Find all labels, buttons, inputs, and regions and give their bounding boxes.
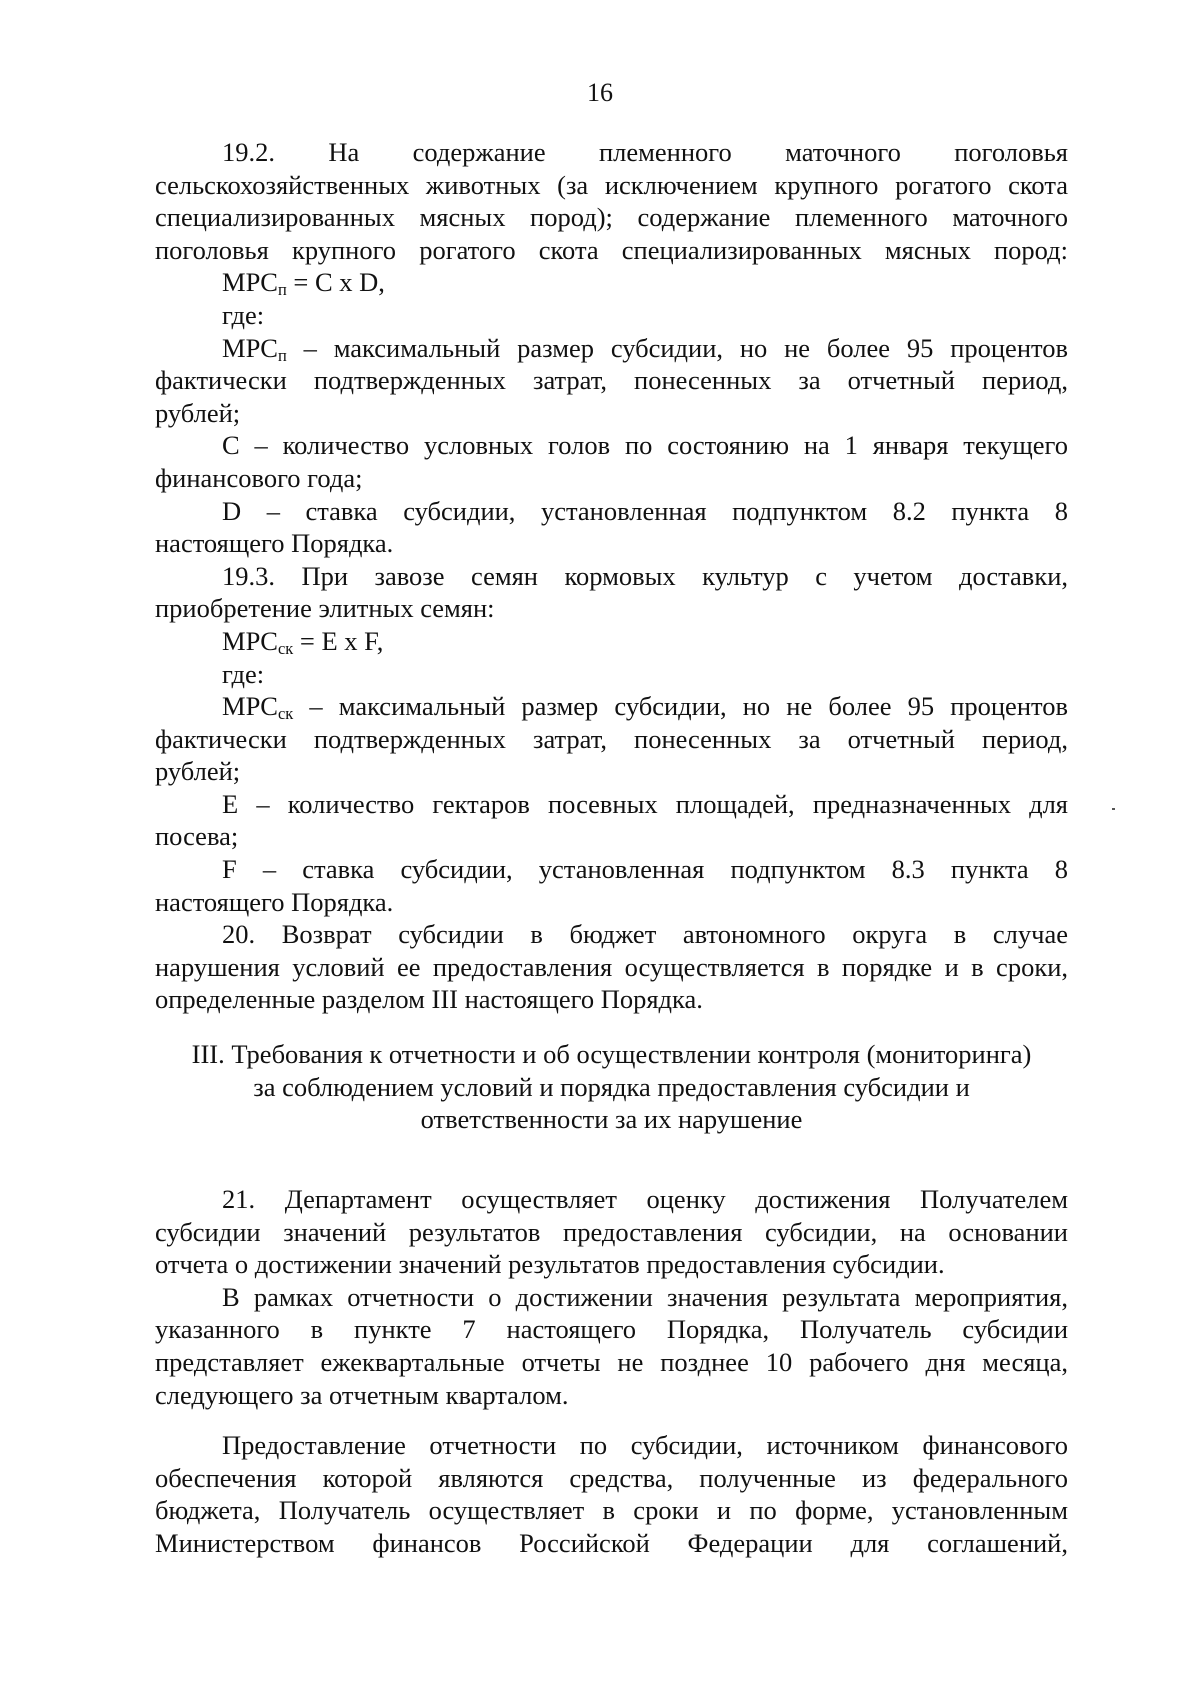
formula-symbol: MPC [222, 332, 278, 363]
text-line: следующего за отчетным кварталом. [155, 1379, 569, 1410]
text-line: поголовья крупного рогатого скота специализированных мясных пород: [155, 234, 1068, 265]
text-line: посева; [155, 821, 239, 852]
definition-line [155, 690, 1068, 723]
text-line: E – количество гектаров посевных площадей, предназначенных для [222, 788, 1068, 819]
formula-line [155, 266, 1068, 299]
text-line: обеспечения которой являются средства, полученные из федерального [155, 1462, 1068, 1493]
formula-subscript: ск [277, 704, 294, 724]
formula-subscript: п [277, 280, 287, 300]
formula-rest: = E x F, [293, 625, 384, 656]
formula-symbol: MPC [222, 625, 278, 656]
text-line: сельскохозяйственных животных (за исключением крупного рогатого скота [155, 169, 1068, 200]
heading-line: за соблюдением условий и порядка предоставления субсидии и [253, 1071, 970, 1102]
formula-symbol: MPC [222, 691, 278, 722]
text-line: фактически подтвержденных затрат, понесенных за отчетный период, [155, 723, 1068, 754]
text-line: 19.2. На содержание племенного маточного поголовья [222, 137, 1068, 167]
text-line: определенные разделом III настоящего Порядка. [155, 984, 703, 1015]
text-line: указанного в пункте 7 настоящего Порядка, Получатель субсидии [155, 1314, 1068, 1345]
text-line: 21. Департамент осуществляет оценку достижения Получателем [222, 1184, 1068, 1214]
text-line: рублей; [155, 397, 241, 428]
formula-subscript: ск [277, 639, 294, 658]
text-line: 20. Возврат субсидии в бюджет автономного округа в случае [222, 919, 1068, 950]
formula-line [155, 625, 1068, 658]
text-line: приобретение элитных семян: [155, 593, 495, 624]
text-line: бюджета, Получатель осуществляет в сроки и по форме, установленным [155, 1495, 1068, 1526]
formula-rest: = C x D, [286, 267, 385, 298]
text-line: финансового года; [155, 462, 363, 493]
page-number: 16 [587, 78, 613, 107]
text-line: фактически подтвержденных затрат, понесенных за отчетный период, [155, 365, 1068, 396]
section-heading [155, 1038, 1068, 1136]
text-line: F – ставка субсидии, установленная подпунктом 8.3 пункта 8 [222, 854, 1068, 885]
text-line: Предоставление отчетности по субсидии, источником финансового [222, 1430, 1068, 1461]
definition-line [155, 332, 1068, 365]
formula-subscript: п [277, 345, 287, 365]
text-line: настоящего Порядка. [155, 886, 394, 917]
heading-line: ответственности за их нарушение [420, 1104, 803, 1135]
text-line: C – количество условных голов по состоянию на 1 января текущего [222, 430, 1068, 461]
text-line: D – ставка субсидии, установленная подпунктом 8.2 пункта 8 [222, 495, 1068, 526]
text-line: представляет ежеквартальные отчеты не позднее 10 рабочего дня месяца, [155, 1346, 1068, 1377]
text-line: настоящего Порядка. [155, 528, 394, 559]
body-section-21 [155, 1183, 1068, 1560]
scan-speck [1112, 808, 1115, 810]
definition-text: – максимальный размер субсидии, но не более 95 процентов [286, 332, 1068, 363]
text-line: субсидии значений результатов предоставления субсидии, на основании [155, 1216, 1068, 1247]
text-line: где: [222, 299, 265, 330]
text-line: 19.3. При завозе семян кормовых культур с учетом доставки, [222, 560, 1068, 591]
text-line: специализированных мясных пород); содержание племенного маточного [155, 202, 1068, 233]
body-section-19-20 [155, 136, 1068, 1016]
text-line: В рамках отчетности о достижении значения результата мероприятия, [222, 1281, 1068, 1312]
text-line: нарушения условий ее предоставления осуществляется в порядке и в сроки, [155, 951, 1068, 982]
definition-text: – максимальный размер субсидии, но не более 95 процентов [293, 691, 1068, 722]
text-line: где: [222, 658, 265, 689]
text-line: рублей; [155, 756, 241, 787]
text-line: Министерством финансов Российской Федерации для соглашений, [155, 1527, 1068, 1558]
formula-symbol: MPC [222, 267, 278, 298]
heading-line: III. Требования к отчетности и об осуществлении контроля (мониторинга) [191, 1039, 1032, 1069]
text-line: отчета о достижении значений результатов предоставления субсидии. [155, 1249, 945, 1280]
